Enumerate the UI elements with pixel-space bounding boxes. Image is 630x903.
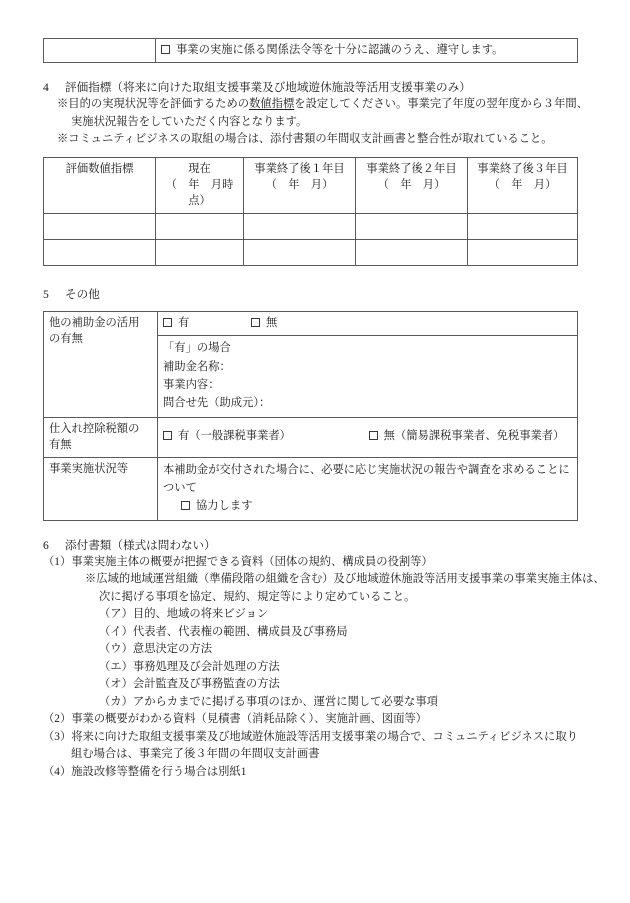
attachment-item-1-lettered-a <box>43 606 630 624</box>
col-header-indicator <box>44 157 156 213</box>
section-4-note-1-underlined: 数値指標 <box>249 98 295 111</box>
col-header-year2-line1: 事業終了後２年目 <box>366 162 457 175</box>
table-header-row <box>44 157 578 213</box>
attachment-item-2-text: 事業の概要がわかる資料（見積書（消耗品除く）、実施計画、図面等） <box>71 713 428 726</box>
attachment-item-3-text: 将来に向けた取組支援事業及び地域遊休施設等活用支援事業の場合で、コミュニティビジネスに取り <box>71 730 578 743</box>
attachment-item-1-lettered-i <box>43 624 630 642</box>
section-5-title: その他 <box>65 288 100 302</box>
evaluation-indicator-table <box>43 157 578 266</box>
eval-cell[interactable] <box>356 240 468 266</box>
attachment-item-4-text: 施設改修等整備を行う場合は別紙1 <box>71 765 247 778</box>
attachment-item-2-marker: （2） <box>43 713 72 726</box>
col-header-year1-line1: 事業終了後１年目 <box>254 162 345 175</box>
lettered-u-text: 意思決定の方法 <box>132 643 212 656</box>
attachment-item-1-lettered-u <box>43 641 630 659</box>
other-subsidy-detail-line: 「有」の場合 <box>163 342 231 355</box>
attachment-item-1-lettered-o <box>43 676 630 694</box>
section-4-title: 評価指標（将来に向けた取組支援事業及び地域遊休施設等活用支援事業のみ） <box>65 81 471 95</box>
col-header-current-line2: （ 年 月時点） <box>165 178 234 207</box>
other-subsidy-detail-line: 事業内容： <box>163 379 220 392</box>
col-header-year3 <box>468 157 578 213</box>
col-header-year2-line2: （ 年 月） <box>377 178 446 191</box>
other-subsidy-choice-cell[interactable] <box>158 312 578 336</box>
compliance-table <box>43 38 578 63</box>
compliance-checkbox-cell[interactable] <box>156 39 578 63</box>
lettered-i-marker: （イ） <box>99 625 133 638</box>
col-header-year3-line2: （ 年 月） <box>488 178 557 191</box>
tax-deduction-no-checkbox[interactable] <box>369 431 378 440</box>
other-subsidy-yes-label: 有 <box>178 317 190 330</box>
section-4-note-1-part-a: ※目的の実現状況等を評価するための <box>57 98 250 111</box>
section-4-note-1-continuation: 実施状況報告をしていただく内容となります。 <box>71 115 308 128</box>
section-4-note-1-part-b: を設定してください。事業完了年度の翌年度から３年間、 <box>294 98 588 111</box>
other-subsidy-yes-checkbox[interactable] <box>163 318 172 327</box>
lettered-e-text: 事務処理及び会計処理の方法 <box>132 660 280 673</box>
implementation-status-line2: ついて <box>163 481 197 494</box>
eval-cell[interactable] <box>44 214 156 240</box>
attachment-item-3-marker: （3） <box>43 730 72 743</box>
attachment-item-1-lettered-ka <box>43 694 630 712</box>
attachment-item-4 <box>43 764 630 782</box>
lettered-o-text: 会計監査及び事務監査の方法 <box>132 678 280 691</box>
spacer <box>0 303 630 311</box>
attachment-item-1-note-1: ※広域的地域運営組織（準備段階の組織を含む）及び地域遊休施設等活用支援事業の事業実施主体は、 <box>85 573 605 586</box>
section-4-note-2: ※コミュニティビジネスの取組の場合は、添付書類の年間収支計画書と整合性が取れていること。 <box>57 133 553 146</box>
other-subsidy-no-label: 無 <box>265 317 278 330</box>
table-row-other-subsidy <box>44 312 578 336</box>
tax-deduction-yes-label: 有（一般課税事業者） <box>178 429 291 442</box>
lettered-i-text: 代表者、代表権の範囲、構成員及び事務局 <box>132 625 348 638</box>
cooperate-checkbox[interactable] <box>181 501 190 510</box>
other-subsidy-detail-line: 補助金名称： <box>163 360 231 373</box>
eval-cell[interactable] <box>468 240 578 266</box>
page-top-margin <box>0 0 630 38</box>
tax-deduction-yes-checkbox[interactable] <box>163 431 172 440</box>
lettered-u-marker: （ウ） <box>99 643 133 656</box>
other-subsidy-label <box>44 312 158 417</box>
tax-deduction-no-label: 無（簡易課税事業者、免税事業者） <box>383 429 565 442</box>
eval-cell[interactable] <box>156 214 244 240</box>
section-6-number: 6 <box>43 538 49 552</box>
attachment-item-1 <box>43 554 630 572</box>
section-6-title: 添付書類（様式は問わない） <box>65 538 216 552</box>
lettered-e-marker: （エ） <box>99 660 133 673</box>
section-5-heading <box>43 286 630 303</box>
implementation-status-body-cell[interactable] <box>158 457 578 520</box>
tax-deduction-label <box>44 417 158 457</box>
attachment-item-1-text: 事業実施主体の概要が把握できる資料（団体の規約、構成員の役割等） <box>71 555 433 568</box>
table-row <box>44 214 578 240</box>
section-4-number: 4 <box>43 81 49 95</box>
lettered-a-text: 目的、地域の将来ビジョン <box>132 608 269 621</box>
table-row-implementation-status <box>44 457 578 520</box>
spacer <box>0 521 630 537</box>
section-4-heading <box>43 79 630 96</box>
implementation-status-label: 事業実施状況等 <box>44 457 158 520</box>
lettered-ka-text: アからカまでに掲げる事項のほか、運営に関して必要な事項 <box>132 695 438 708</box>
col-header-year2 <box>356 157 468 213</box>
lettered-a-marker: （ア） <box>99 608 133 621</box>
other-subsidy-detail-line: 問合せ先（助成元）： <box>163 397 271 410</box>
eval-cell[interactable] <box>44 240 156 266</box>
other-subsidy-no-checkbox[interactable] <box>251 318 260 327</box>
compliance-checkbox-label: 事業の実施に係る関係法令等を十分に認識のうえ、遵守します。 <box>176 44 504 56</box>
section-4-note-1 <box>43 96 630 114</box>
col-header-indicator-line1: 評価数値指標 <box>65 162 134 175</box>
attachment-item-3 <box>43 729 630 747</box>
compliance-empty-cell <box>44 39 156 63</box>
eval-cell[interactable] <box>244 240 356 266</box>
table-row <box>44 39 578 63</box>
other-subsidy-label-line1: 他の補助金の活用 <box>49 317 140 330</box>
col-header-year1-line2: （ 年 月） <box>265 178 334 191</box>
tax-deduction-label-line1: 仕入れ控除税額の <box>49 422 140 435</box>
eval-cell[interactable] <box>156 240 244 266</box>
attachment-item-2 <box>43 711 630 729</box>
cooperate-label: 協力します <box>196 500 253 513</box>
tax-deduction-choice-cell[interactable] <box>158 417 578 457</box>
attachment-item-3-continuation: 組む場合は、事業完了後３年間の年間収支計画書 <box>71 748 320 761</box>
implementation-status-check-line[interactable] <box>163 497 572 515</box>
implementation-status-line1: 本補助金が交付された場合に、必要に応じ実施状況の報告や調査を求めることに <box>163 463 570 476</box>
attachment-item-1-marker: （1） <box>43 555 72 568</box>
attachment-item-1-note-2: 次に掲げる事項を協定、規約、規定等により定めていること。 <box>99 590 416 603</box>
col-header-year1 <box>244 157 356 213</box>
eval-cell[interactable] <box>468 214 578 240</box>
col-header-current <box>156 157 244 213</box>
spacer <box>0 149 630 157</box>
section-5-number: 5 <box>43 288 49 302</box>
eval-cell[interactable] <box>244 214 356 240</box>
col-header-current-line1: 現在 <box>188 162 211 175</box>
spacer <box>0 266 630 286</box>
tax-deduction-label-line2: 有無 <box>49 438 72 451</box>
eval-cell[interactable] <box>356 214 468 240</box>
attachment-item-4-marker: （4） <box>43 765 72 778</box>
section-6-heading <box>43 537 630 554</box>
spacer <box>0 63 630 79</box>
attachment-item-1-lettered-e <box>43 659 630 677</box>
table-row-tax-deduction <box>44 417 578 457</box>
other-info-table <box>43 311 578 520</box>
lettered-o-marker: （オ） <box>99 678 133 691</box>
other-subsidy-detail-cell[interactable] <box>158 336 578 417</box>
compliance-checkbox[interactable] <box>161 45 170 54</box>
table-row <box>44 240 578 266</box>
col-header-year3-line1: 事業終了後３年目 <box>477 162 568 175</box>
lettered-ka-marker: （カ） <box>99 695 133 708</box>
other-subsidy-label-line2: の有無 <box>49 333 83 346</box>
